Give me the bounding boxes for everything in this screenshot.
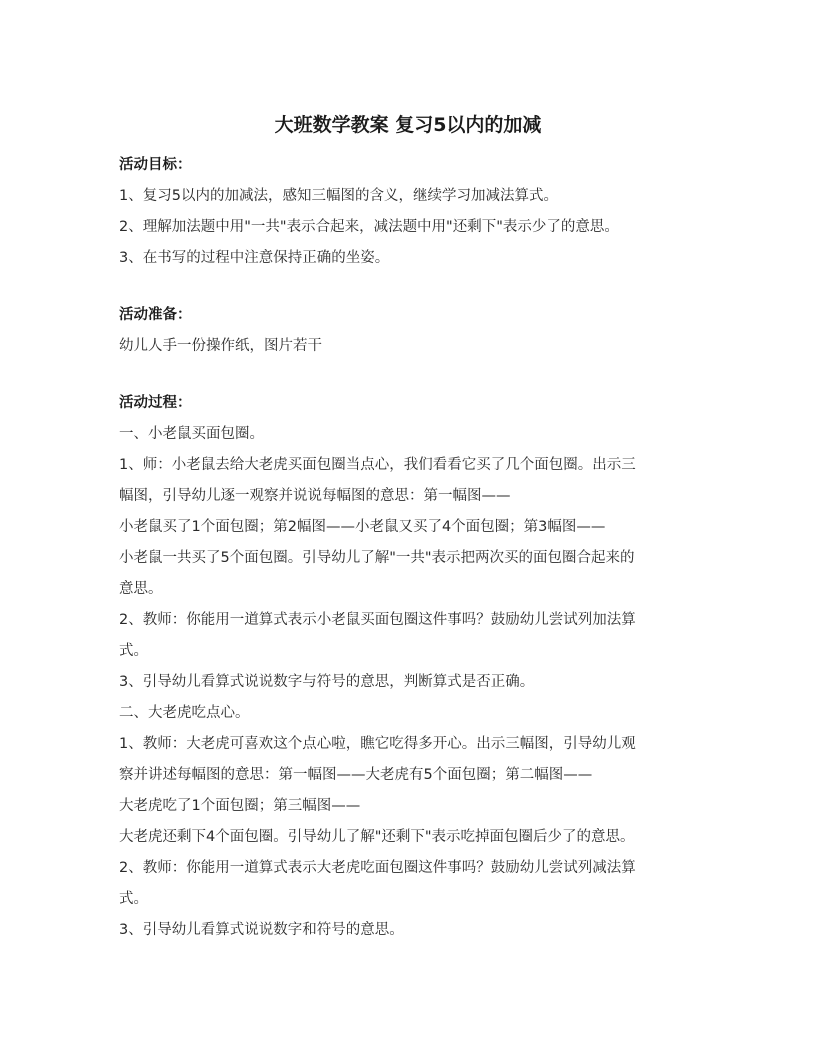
process-line: 3、引导幼儿看算式说说数字和符号的意思。	[119, 922, 404, 938]
process-line: 式。	[119, 643, 148, 659]
process-line: 1、师：小老鼠去给大老虎买面包圈当点心，我们看看它买了几个面包圈。出示三	[119, 457, 636, 473]
process-line: 大老虎还剩下4个面包圈。引导幼儿了解"还剩下"表示吃掉面包圈后少了的意思。	[119, 829, 635, 845]
section-prep	[119, 300, 699, 362]
process-line: 意思。	[119, 581, 163, 597]
document-body	[119, 150, 699, 946]
goal-line: 3、在书写的过程中注意保持正确的坐姿。	[119, 250, 390, 266]
process-line: 大老虎吃了1个面包圈；第三幅图——	[119, 798, 361, 814]
process-line: 2、教师：你能用一道算式表示小老鼠买面包圈这件事吗？鼓励幼儿尝试列加法算	[119, 612, 636, 628]
process-line: 小老鼠一共买了5个面包圈。引导幼儿了解"一共"表示把两次买的面包圈合起来的	[119, 550, 635, 566]
process-line: 2、教师：你能用一道算式表示大老虎吃面包圈这件事吗？鼓励幼儿尝试列减法算	[119, 860, 636, 876]
process-line: 幅图，引导幼儿逐一观察并说说每幅图的意思：第一幅图——	[119, 488, 511, 504]
process-line: 小老鼠买了1个面包圈；第2幅图——小老鼠又买了4个面包圈；第3幅图——	[119, 519, 606, 535]
section-heading-goals: 活动目标：	[119, 157, 192, 173]
process-line: 3、引导幼儿看算式说说数字与符号的意思，判断算式是否正确。	[119, 674, 535, 690]
process-line: 一、小老鼠买面包圈。	[119, 426, 264, 442]
document-title: 大班数学教案 复习5以内的加减	[274, 114, 542, 136]
section-process	[119, 388, 699, 946]
process-line: 察并讲述每幅图的意思：第一幅图——大老虎有5个面包圈；第二幅图——	[119, 767, 593, 783]
goal-line: 1、复习5以内的加减法，感知三幅图的含义，继续学习加减法算式。	[119, 188, 558, 204]
spacer	[119, 362, 699, 388]
section-goals	[119, 150, 699, 274]
process-line: 1、教师：大老虎可喜欢这个点心啦，瞧它吃得多开心。出示三幅图，引导幼儿观	[119, 736, 636, 752]
goal-line: 2、理解加法题中用"一共"表示合起来，减法题中用"还剩下"表示少了的意思。	[119, 219, 619, 235]
section-heading-process: 活动过程：	[119, 395, 192, 411]
prep-line: 幼儿人手一份操作纸，图片若干	[119, 338, 322, 354]
process-line: 二、大老虎吃点心。	[119, 705, 250, 721]
spacer	[119, 274, 699, 300]
section-heading-prep: 活动准备：	[119, 307, 192, 323]
process-line: 式。	[119, 891, 148, 907]
